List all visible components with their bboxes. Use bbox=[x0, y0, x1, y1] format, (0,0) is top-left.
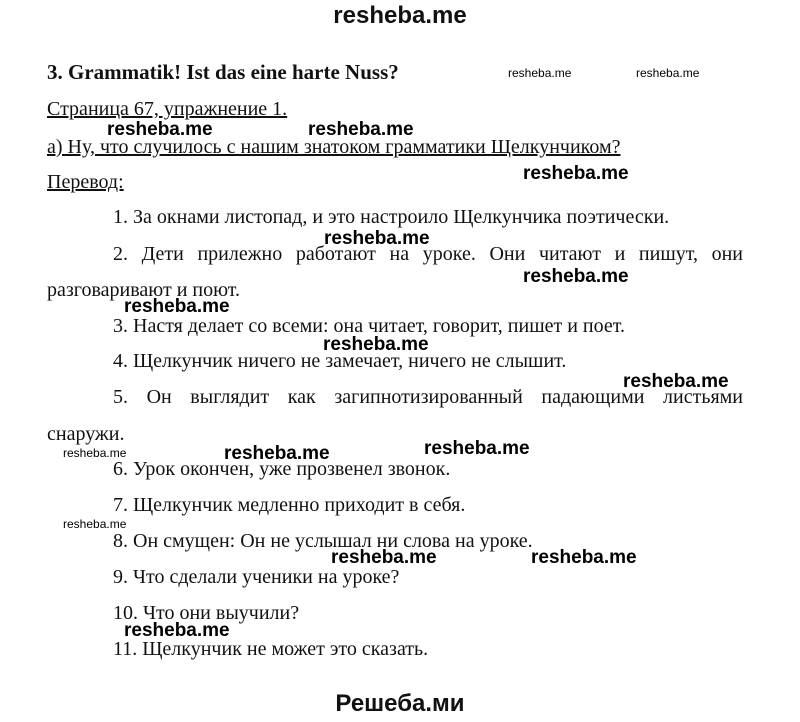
site-footer: Решеба.ми bbox=[335, 690, 465, 717]
sentence-5-continued: снаружи. bbox=[47, 423, 125, 445]
watermark-big: resheba.me bbox=[308, 119, 414, 140]
watermark-big: resheba.me bbox=[623, 371, 729, 392]
sentence-3: 3. Настя делает со всеми: она читает, говорит, пишет и поет. bbox=[113, 315, 625, 337]
watermark-big: resheba.me bbox=[331, 547, 437, 568]
watermark-big: resheba.me bbox=[424, 438, 530, 459]
watermark-small: resheba.me bbox=[63, 446, 127, 460]
watermark-small: resheba.me bbox=[636, 66, 700, 80]
watermark-small: resheba.me bbox=[508, 66, 572, 80]
watermark-big: resheba.me bbox=[224, 443, 330, 464]
page-reference: Страница 67, упражнение 1. bbox=[47, 98, 288, 120]
exercise-title: 3. Grammatik! Ist das eine harte Nuss? bbox=[47, 60, 399, 84]
site-header: resheba.me bbox=[333, 2, 467, 29]
watermark-big: resheba.me bbox=[107, 119, 213, 140]
watermark-big: resheba.me bbox=[531, 547, 637, 568]
watermark-small: resheba.me bbox=[63, 517, 127, 531]
sentence-11: 11. Щелкунчик не может это сказать. bbox=[113, 638, 429, 660]
sentence-2-continued: разговаривают и поют. bbox=[47, 279, 241, 301]
sentence-7: 7. Щелкунчик медленно приходит в себя. bbox=[113, 494, 466, 516]
sentence-5: 5. Он выглядит как загипнотизированный падающими листьями bbox=[113, 386, 743, 408]
sentence-2: 2. Дети прилежно работают на уроке. Они читают и пишут, они bbox=[113, 243, 743, 265]
watermark-big: resheba.me bbox=[523, 266, 629, 287]
translation-label: Перевод: bbox=[47, 171, 124, 193]
watermark-big: resheba.me bbox=[523, 163, 629, 184]
sentence-10: 10. Что они выучили? bbox=[113, 602, 300, 624]
watermark-big: resheba.me bbox=[324, 228, 430, 249]
watermark-big: resheba.me bbox=[124, 296, 230, 317]
watermark-big: resheba.me bbox=[323, 334, 429, 355]
sentence-1: 1. За окнами листопад, и это настроило Щелкунчика поэтически. bbox=[113, 206, 670, 228]
question-line: а) Ну, что случилось с нашим знатоком грамматики Щелкунчиком? bbox=[47, 136, 621, 158]
sentence-9: 9. Что сделали ученики на уроке? bbox=[113, 566, 400, 588]
sentence-4: 4. Щелкунчик ничего не замечает, ничего не слышит. bbox=[113, 350, 567, 372]
sentence-8: 8. Он смущен: Он не услышал ни слова на уроке. bbox=[113, 530, 533, 552]
sentence-6: 6. Урок окончен, уже прозвенел звонок. bbox=[113, 458, 451, 480]
watermark-big: resheba.me bbox=[124, 620, 230, 641]
